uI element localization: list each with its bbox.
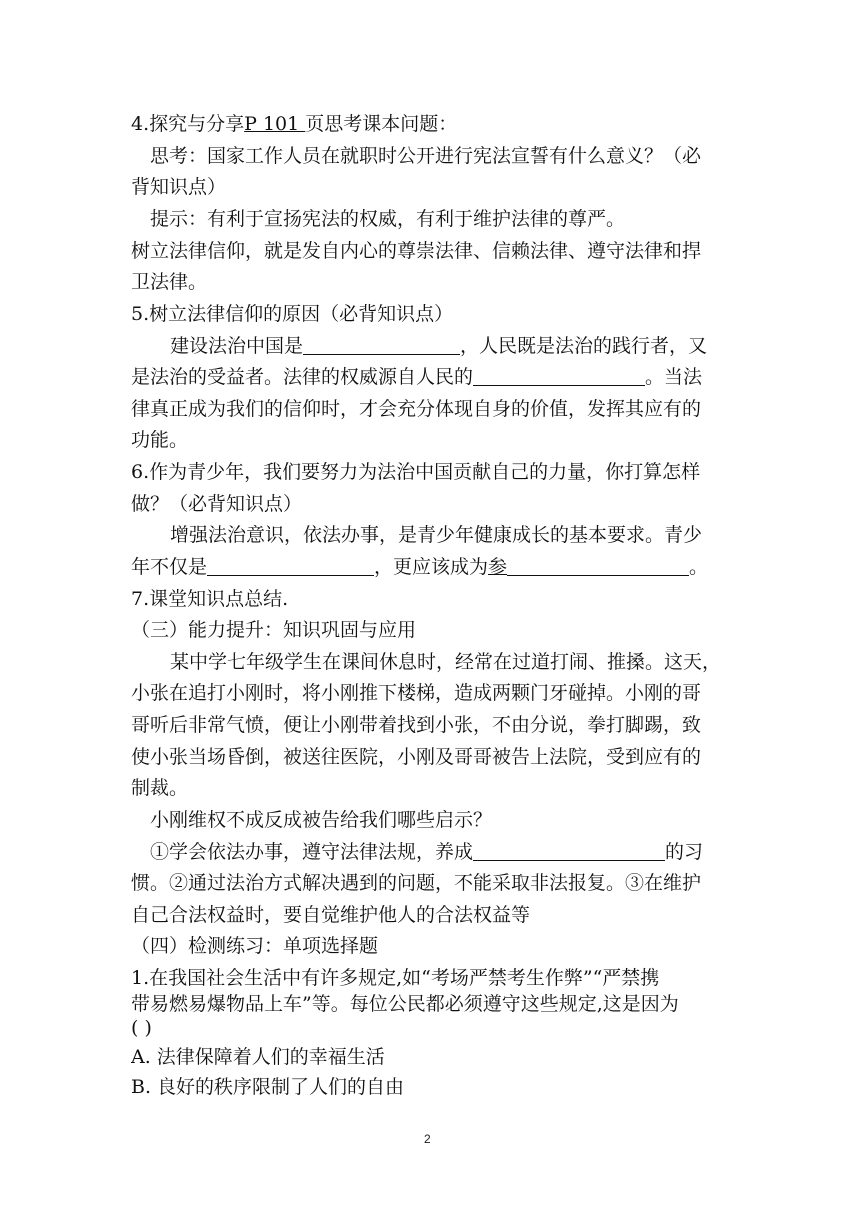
q5-line-1-end: ，人民既是法治的践行者，又 xyxy=(460,335,708,357)
q4-think-line-1: 思考：国家工作人员在就职时公开进行宪法宣誓有什么意义？（必 xyxy=(150,145,702,167)
q5-title: 5.树立法律信仰的原因（必背知识点） xyxy=(131,303,454,325)
q6-title-line-2: 做？（必背知识点） xyxy=(131,493,303,515)
fill-blank[interactable] xyxy=(507,557,689,576)
section4-q1-line-1: 1.在我国社会生活中有许多规定,如“考场严禁考生作弊”“严禁携 xyxy=(131,967,660,989)
q5-line-4: 功能。 xyxy=(131,429,189,451)
q5-line-2-end: 。当法 xyxy=(645,366,703,388)
section3-question: 小刚维权不成反成被告给我们哪些启示？ xyxy=(150,809,493,831)
q5-line-2-start: 是法治的受益者。法律的权威源自人民的 xyxy=(131,366,474,388)
q4-hint: 提示：有利于宣扬宪法的权威，有利于维护法律的尊严。 xyxy=(150,208,626,230)
q5-line-1-start: 建设法治中国是 xyxy=(170,335,304,357)
q5-line-3: 律真正成为我们的信仰时，才会充分体现自身的价值，发挥其应有的 xyxy=(131,398,702,420)
q7-title: 7.课堂知识点总结. xyxy=(131,588,289,610)
section3-answer-line-1 xyxy=(150,840,733,864)
q6-line-1: 增强法治意识，依法办事，是青少年健康成长的基本要求。青少 xyxy=(170,524,703,546)
option-a: A. 法律保障着人们的幸福生活 xyxy=(131,1046,385,1068)
q5-line-2 xyxy=(131,365,733,389)
fill-blank[interactable] xyxy=(303,336,460,355)
fill-blank[interactable] xyxy=(207,557,374,576)
q4-title-suffix: 页思考课本问题： xyxy=(305,113,458,135)
section3-answer-line-3: 自己合法权益时，要自觉维护他人的合法权益等 xyxy=(131,904,531,926)
q4-faith-line-1: 树立法律信仰，就是发自内心的尊崇法律、信赖法律、遵守法律和捍 xyxy=(131,240,702,262)
q6-line-2-start: 年不仅是 xyxy=(131,556,208,578)
option-b: B. 良好的秩序限制了人们的自由 xyxy=(131,1076,405,1098)
q6-line-2 xyxy=(131,555,733,579)
q6-title-line-1: 6.作为青少年，我们要努力为法治中国贡献自己的力量，你打算怎样 xyxy=(131,461,701,483)
q6-line-2-end: 。 xyxy=(689,556,709,578)
section4-heading: （四）检测练习：单项选择题 xyxy=(131,935,379,957)
section4-q1-line-2: 带易燃易爆物品上车”等。每位公民都必须遵守这些规定,这是因为 xyxy=(131,993,679,1015)
q4-title xyxy=(131,112,733,136)
section3-para-line-5: 制裁。 xyxy=(131,777,189,799)
section3-para-line-1: 某中学七年级学生在课间休息时，经常在过道打闹、推搡。这天， xyxy=(170,651,722,673)
section3-answer-start: ①学会依法办事，遵守法律法规，养成 xyxy=(150,841,474,863)
fill-blank[interactable] xyxy=(473,367,645,386)
q4-faith-line-2: 卫法律。 xyxy=(131,271,208,293)
q5-line-1 xyxy=(170,334,733,358)
page-number: 2 xyxy=(424,1132,431,1146)
section3-answer-line-2: 惯。②通过法治方式解决遇到的问题，不能采取非法报复。③在维护 xyxy=(131,872,702,894)
q6-line-2-middle: ，更应该成为 xyxy=(374,556,489,578)
section3-heading: （三）能力提升：知识巩固与应用 xyxy=(131,619,417,641)
section3-para-line-4: 使小张当场昏倒，被送往医院，小刚及哥哥被告上法院，受到应有的 xyxy=(131,746,702,768)
q4-think-line-2: 背知识点） xyxy=(131,176,227,198)
q4-page-ref: P 101 xyxy=(244,113,306,135)
section3-para-line-3: 哥听后非常气愤，便让小刚带着找到小张，不由分说，拳打脚踢，致 xyxy=(131,714,702,736)
fill-blank[interactable] xyxy=(473,842,665,861)
q6-line-2-underlined: 参 xyxy=(488,556,508,578)
section3-para-line-2: 小张在追打小刚时，将小刚推下楼梯，造成两颗门牙碰掉。小刚的哥 xyxy=(131,682,702,704)
q4-title-prefix: 4.探究与分享 xyxy=(131,113,245,135)
section4-q1-answer-bracket: ( ) xyxy=(131,1017,152,1039)
section3-answer-end: 的习 xyxy=(665,841,704,863)
